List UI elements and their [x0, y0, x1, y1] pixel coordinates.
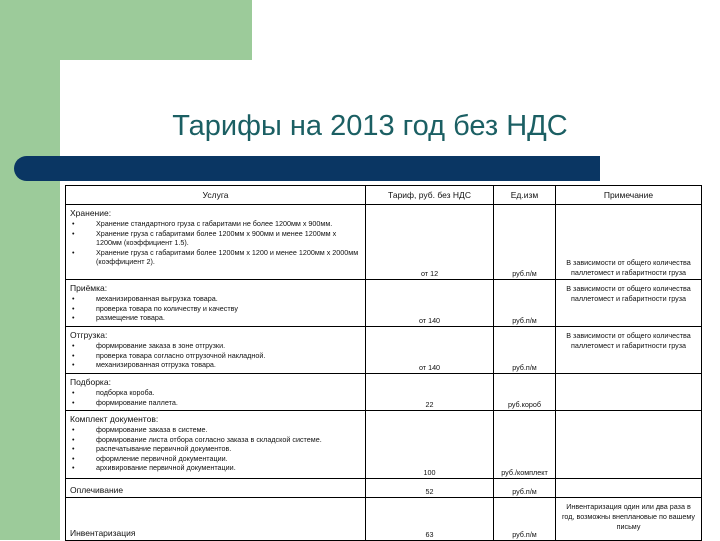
table-row — [66, 479, 702, 498]
service-item: • Хранение груза с габаритами более 1200мм х 1200 и менее 1200мм х 2000мм (коэффициент 2). — [70, 248, 361, 267]
service-category: Оплечивание — [70, 485, 124, 495]
unit-cell: руб.п/м — [494, 280, 556, 327]
service-category: Подборка: — [70, 377, 111, 387]
service-item: • формирование заказа в системе. — [70, 425, 361, 435]
note-cell — [556, 479, 702, 498]
table-row — [66, 374, 702, 411]
tariff-cell: от 140 — [366, 280, 494, 327]
unit-cell: руб.п/м — [494, 479, 556, 498]
note-cell: В зависимости от общего количества паллетомест и габаритности груза — [556, 327, 702, 374]
service-category: Хранение: — [70, 208, 112, 218]
service-category: Комплект документов: — [70, 414, 159, 424]
unit-cell: руб./комплект — [494, 411, 556, 479]
service-item: • формирование заказа в зоне отгрузки. — [70, 341, 361, 351]
service-item: • механизированная отгрузка товара. — [70, 360, 361, 370]
note-cell — [556, 411, 702, 479]
decor-blue-bar — [14, 156, 600, 181]
service-item: • размещение товара. — [70, 313, 361, 323]
service-cell — [66, 411, 366, 479]
unit-cell: руб.п/м — [494, 498, 556, 541]
service-cell — [66, 280, 366, 327]
service-cell — [66, 205, 366, 280]
unit-cell: руб.п/м — [494, 205, 556, 280]
table-row — [66, 327, 702, 374]
tariff-table — [65, 185, 702, 541]
table-header — [66, 186, 702, 205]
tariff-cell: от 12 — [366, 205, 494, 280]
note-cell: В зависимости от общего количества паллетомест и габаритности груза — [556, 280, 702, 327]
table-row — [66, 411, 702, 479]
service-cell — [66, 374, 366, 411]
service-item: • формирование листа отбора согласно заказа в складской системе. — [70, 435, 361, 445]
service-item: • архивирование первичной документации. — [70, 463, 361, 473]
note-cell — [556, 374, 702, 411]
header-tariff: Тариф, руб. без НДС — [366, 186, 494, 205]
service-item: • подборка короба. — [70, 388, 361, 398]
service-cell — [66, 479, 366, 498]
tariff-cell: от 140 — [366, 327, 494, 374]
tariff-cell: 22 — [366, 374, 494, 411]
service-item: • механизированная выгрузка товара. — [70, 294, 361, 304]
tariff-cell: 100 — [366, 411, 494, 479]
decor-green-left — [0, 0, 60, 540]
service-item: • Хранение груза с габаритами более 1200мм х 900мм и менее 1200мм х 1200мм (коэффициент 1.5). — [70, 229, 361, 248]
table-row — [66, 498, 702, 541]
service-item: • распечатывание первичной документов. — [70, 444, 361, 454]
header-note: Примечание — [556, 186, 702, 205]
unit-cell: руб.короб — [494, 374, 556, 411]
note-cell: В зависимости от общего количества паллетомест и габаритности груза — [556, 205, 702, 280]
service-category: Приёмка: — [70, 283, 108, 293]
slide-title: Тарифы на 2013 год без НДС — [172, 110, 568, 142]
table-row — [66, 205, 702, 280]
service-item: • проверка товара согласно отгрузочной накладной. — [70, 351, 361, 361]
service-item: • формирование паллета. — [70, 398, 361, 408]
service-cell — [66, 498, 366, 541]
service-item: • оформление первичной документации. — [70, 454, 361, 464]
header-service: Услуга — [66, 186, 366, 205]
tariff-cell: 63 — [366, 498, 494, 541]
service-item: • проверка товара по количеству и качеству — [70, 304, 361, 314]
service-cell — [66, 327, 366, 374]
unit-cell: руб.п/м — [494, 327, 556, 374]
table-row — [66, 280, 702, 327]
service-category: Отгрузка: — [70, 330, 108, 340]
service-item: • Хранение стандартного груза с габаритами не более 1200мм х 900мм. — [70, 219, 361, 229]
service-category: Инвентаризация — [70, 528, 136, 538]
header-unit: Ед.изм — [494, 186, 556, 205]
tariff-cell: 52 — [366, 479, 494, 498]
note-cell: Инвентаризация один или два раза в год, возможны внеплановые по вашему письму — [556, 498, 702, 541]
